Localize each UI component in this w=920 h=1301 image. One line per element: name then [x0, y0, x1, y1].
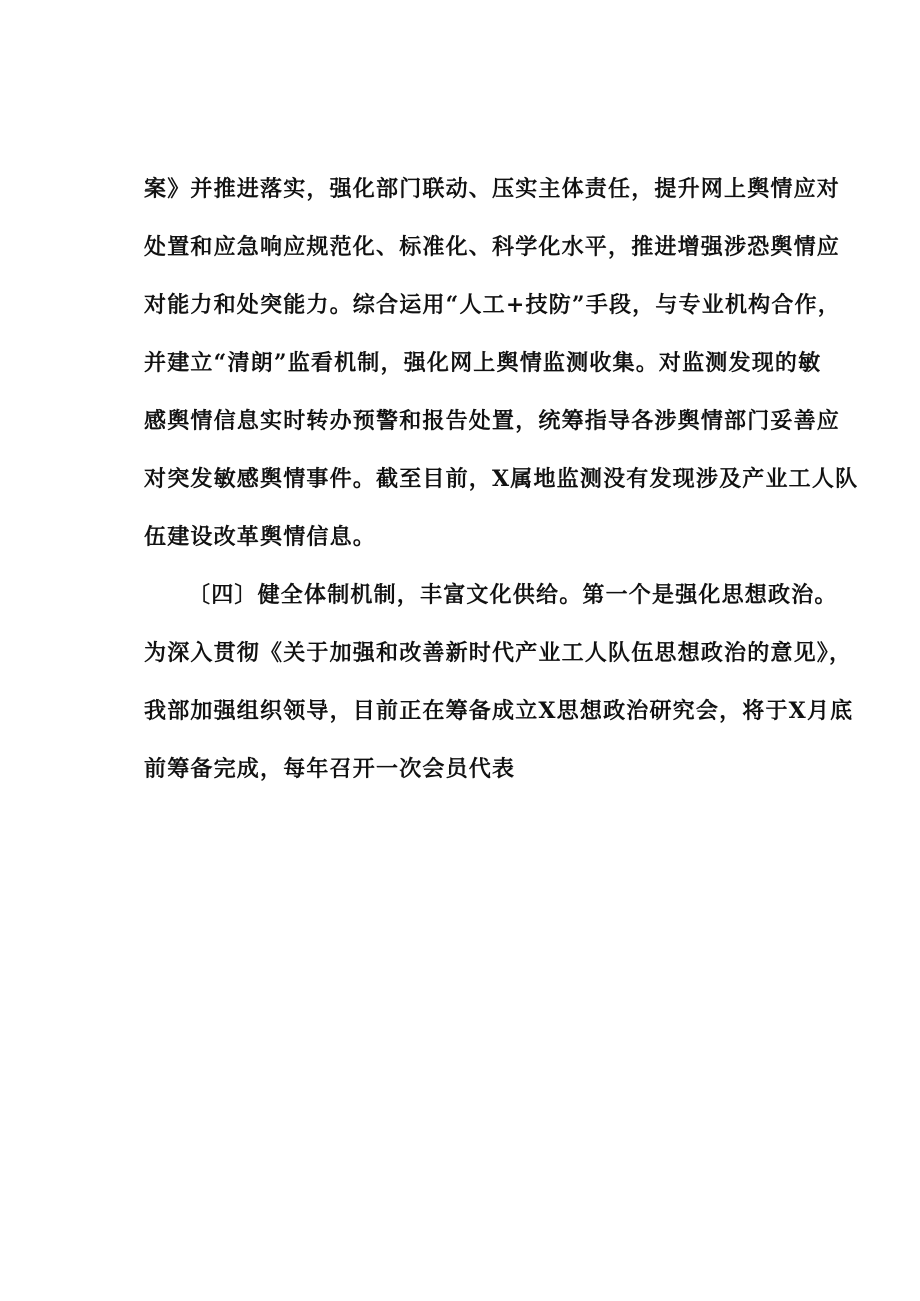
paragraph-1-line-7: 伍建设改革舆情信息。: [144, 524, 377, 550]
paragraph-2-line-4: 前筹备完成，每年召开一次会员代表: [144, 756, 516, 782]
paragraph-1-line-4: 并建立“清朗”监看机制，强化网上舆情监测收集。对监测发现的敏: [144, 350, 822, 376]
paragraph-2-line-2: 为深入贯彻《关于加强和改善新时代产业工人队伍思想政治的意见》，: [144, 640, 853, 666]
paragraph-2: [144, 566, 854, 798]
paragraph-1-line-1: 案》并推进落实，强化部门联动、压实主体责任，提升网上舆情应对: [144, 176, 841, 202]
paragraph-2-line-1: 〔四〕健全体制机制，丰富文化供给。第一个是强化思想政治。: [188, 582, 838, 608]
paragraph-1-line-5: 感舆情信息实时转办预警和报告处置，统筹指导各涉舆情部门妥善应: [144, 408, 841, 434]
document-body: [144, 160, 859, 798]
paragraph-1-line-6: 对突发敏感舆情事件。截至目前，X属地监测没有发现涉及产业工人队: [144, 466, 859, 492]
paragraph-2-line-3: 我部加强组织领导，目前正在筹备成立X思想政治研究会，将于X月底: [144, 698, 854, 724]
paragraph-1: [144, 160, 859, 566]
paragraph-1-line-3: 对能力和处突能力。综合运用“人工+技防”手段，与专业机构合作，: [144, 292, 841, 318]
paragraph-1-line-2: 处置和应急响应规范化、标准化、科学化水平，推进增强涉恐舆情应: [144, 234, 841, 260]
